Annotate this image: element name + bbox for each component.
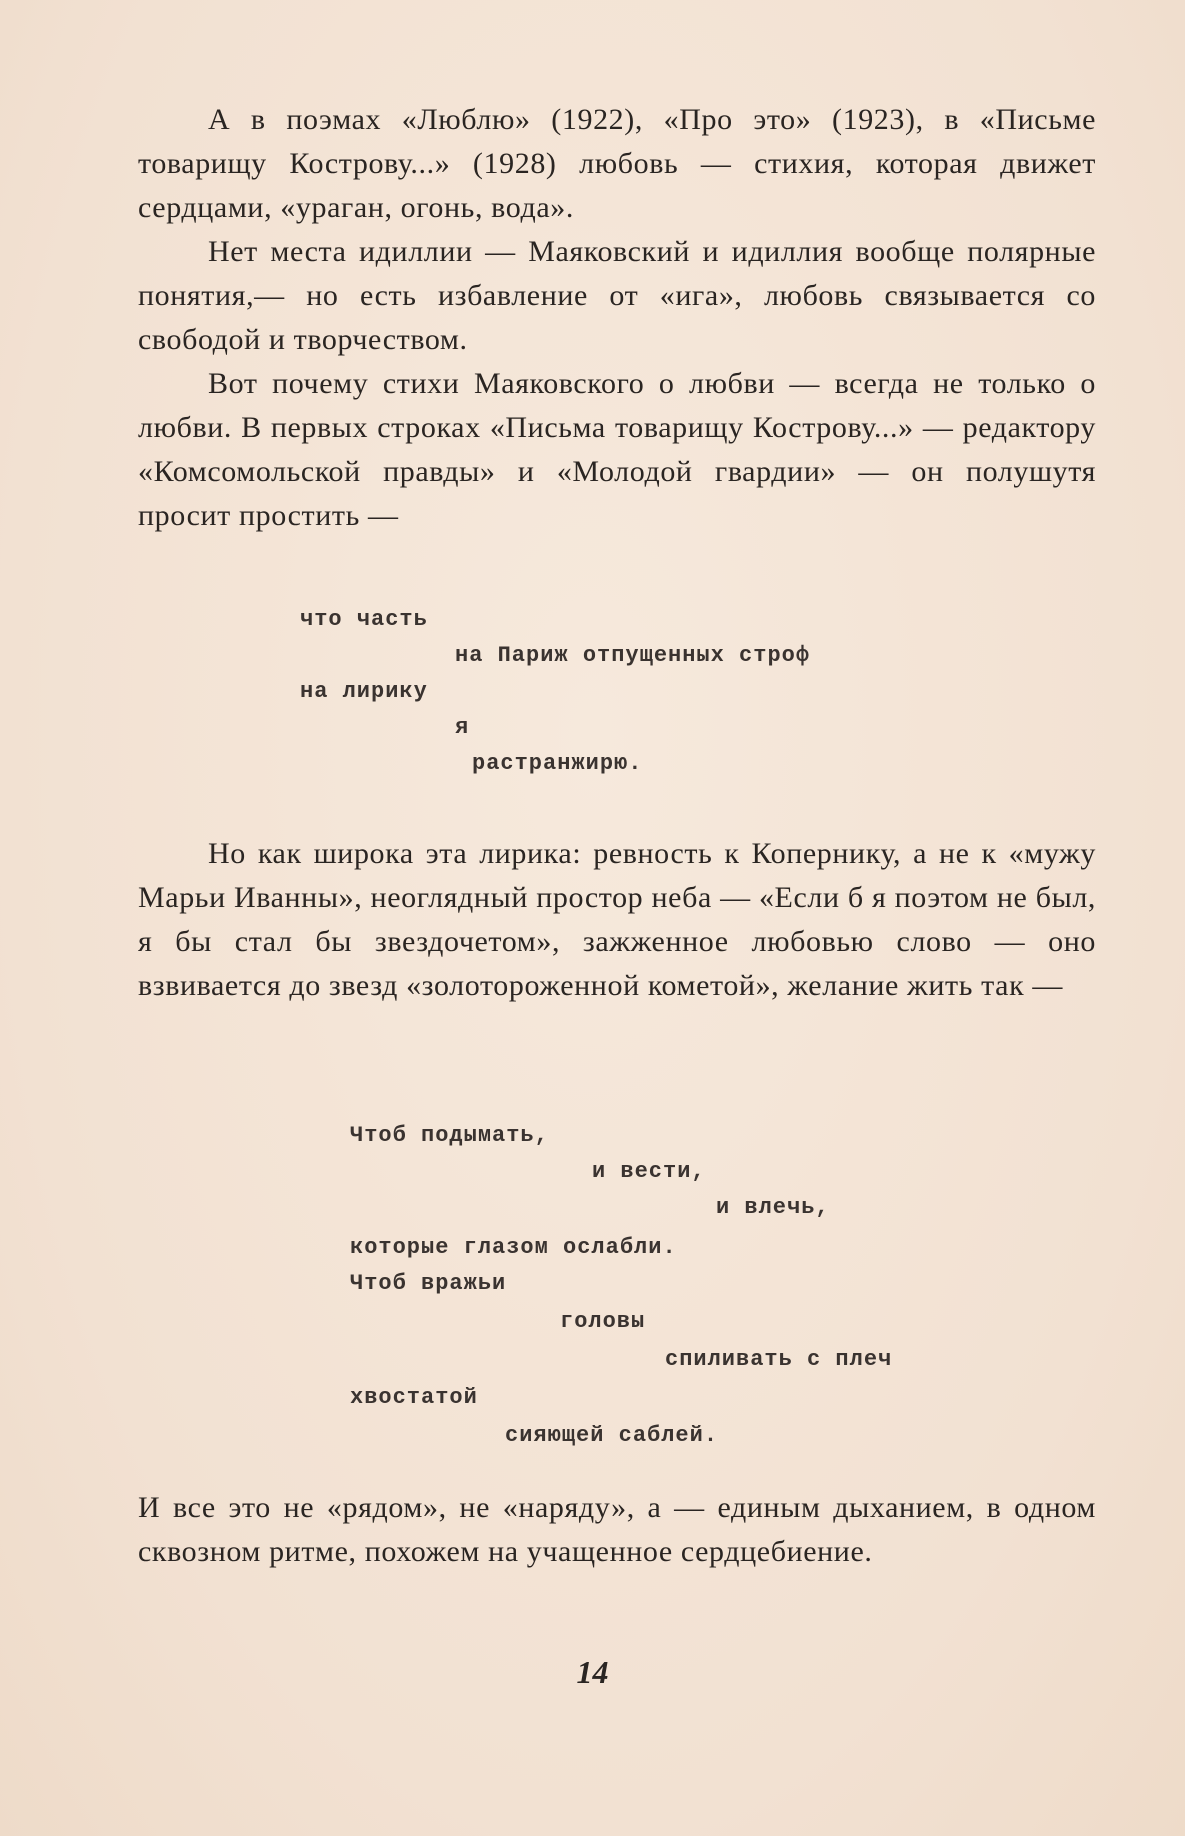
verse-line: сияющей саблей. [505,1423,719,1448]
text-block-bottom [138,1486,1096,1574]
paragraph-2: Нет места идиллии — Маяковский и идиллия вообще полярные понятия,— но есть избавление от «ига», любовь связывается со свободой и творчеством. [138,235,1096,356]
text-block-middle [138,832,1096,1008]
verse-line: головы [560,1309,646,1334]
verse-line: спиливать с плеч [665,1347,893,1372]
verse-line: которые глазом ослабли. [350,1235,677,1260]
verse-line: на Париж отпущенных строф [455,643,811,668]
verse-line: что часть [300,607,428,632]
verse-line: Чтоб вражьи [350,1271,507,1296]
page-number: 14 [576,1654,609,1690]
verse-quote-2 [0,1118,1185,1458]
paragraph-3: Вот почему стихи Маяковского о любви — всегда не только о любви. В первых строках «Письма товарищу Кострову...» — редактору «Комсомольской правды» и «Молодой гвардии» — он полушутя просит простить — [138,367,1096,532]
verse-line: хвостатой [350,1385,478,1410]
verse-line: и влечь, [716,1195,830,1220]
paragraph-4: Но как широка эта лирика: ревность к Копернику, а не к «мужу Марьи Иванны», неоглядный простор неба — «Если б я поэтом не был, я бы стал бы звездочетом», зажженное любовью слово — оно взвивается до звезд «золотороженной кометой», желание жить так — [138,837,1096,1002]
text-block-top [138,98,1096,538]
verse-line: и вести, [592,1159,706,1184]
verse-quote-1 [0,602,1185,792]
verse-line: Чтоб подымать, [350,1123,549,1148]
paragraph-5: И все это не «рядом», не «наряду», а — единым дыханием, в одном сквозном ритме, похожем на учащенное сердцебиение. [138,1491,1096,1568]
verse-line: растранжирю. [472,751,643,776]
verse-line: на лирику [300,679,428,704]
paragraph-1: А в поэмах «Люблю» (1922), «Про это» (1923), в «Письме товарищу Кострову...» (1928) любовь — стихия, которая движет сердцами, «ураган, огонь, вода». [138,103,1096,224]
verse-line: я [455,715,470,740]
